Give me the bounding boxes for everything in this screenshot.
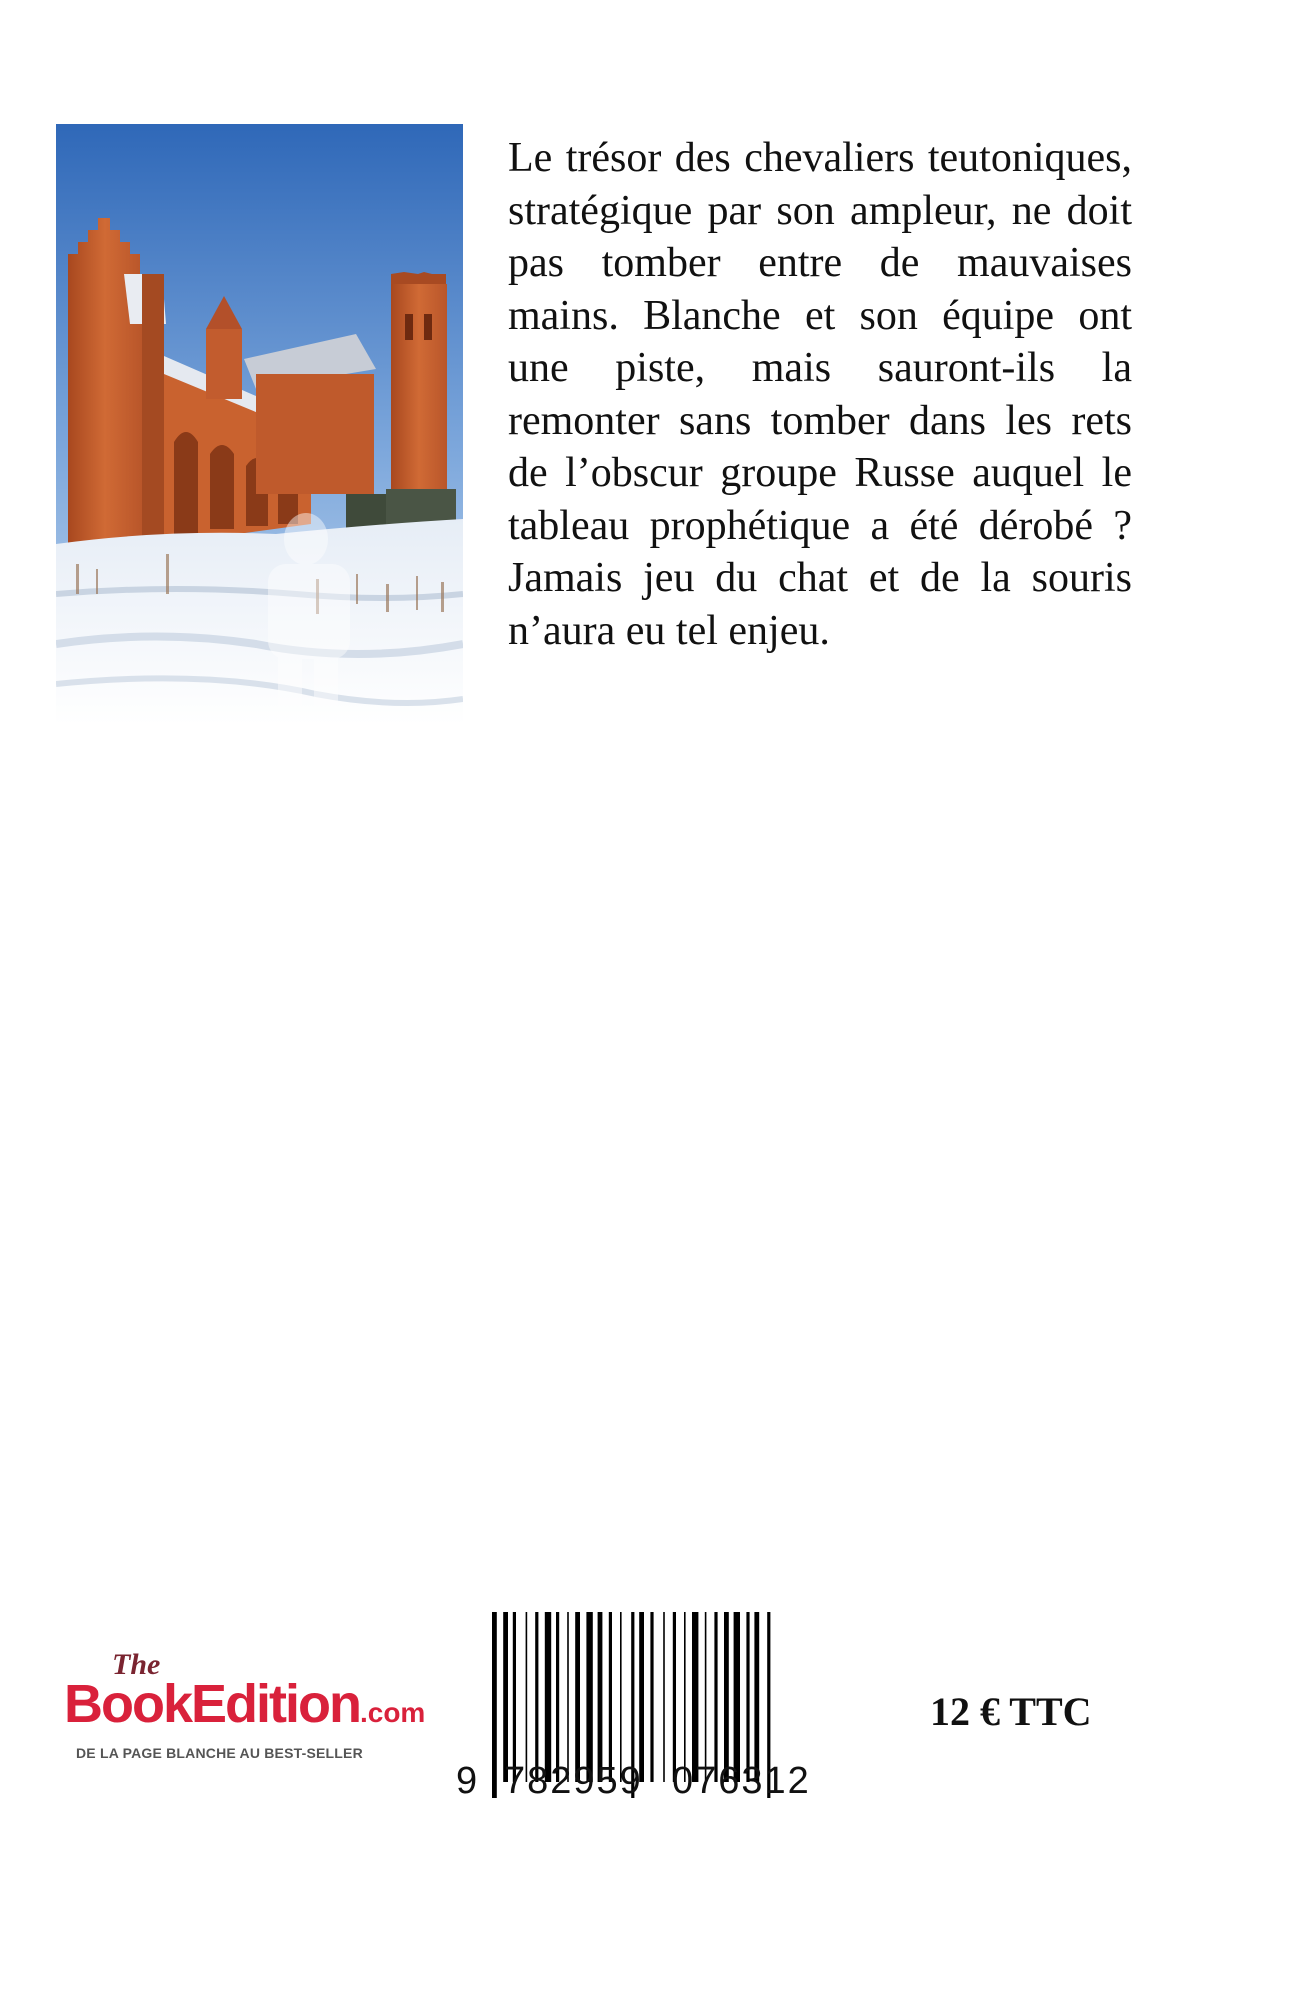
price-label: 12 € TTC	[930, 1689, 1092, 1734]
logo-wordmark	[64, 1672, 425, 1745]
barcode-bar	[663, 1612, 665, 1782]
barcode-bar	[535, 1612, 538, 1782]
barcode-bar	[746, 1612, 749, 1782]
barcode-bar	[545, 1612, 551, 1782]
book-summary: Le trésor des chevaliers teutoniques, stratégique par son ampleur, ne doit pas tomber entre de mauvaises mains. Blanche et son équipe ont une piste, mais sauront-ils la remonter sans tomber dans les rets de l’obscur groupe Russe auquel le tableau prophétique a été dérobé ? Jamais jeu du chat et de la souris n’aura eu tel enjeu.	[508, 135, 1132, 654]
logo-tagline: DE LA PAGE BLANCHE AU BEST-SELLER	[76, 1745, 363, 1761]
isbn-barcode	[452, 1612, 852, 1822]
barcode-bar	[598, 1612, 603, 1782]
barcode-bar	[620, 1612, 622, 1782]
logo-the: The	[112, 1648, 161, 1681]
logo-name: BookEdition	[64, 1674, 360, 1734]
castle-winter-image	[56, 124, 463, 725]
barcode-bar	[639, 1612, 644, 1782]
barcode-bar	[526, 1612, 528, 1782]
logo-domain: .com	[359, 1697, 426, 1728]
barcode-digits	[452, 1760, 852, 1810]
barcode-bar	[734, 1612, 740, 1782]
barcode-bar	[503, 1612, 508, 1782]
barcode-first-digit: 9	[456, 1760, 478, 1802]
barcode-right-group: 076312	[672, 1760, 811, 1802]
publisher-logo	[64, 1650, 424, 1780]
barcode-left-group: 782959	[504, 1760, 643, 1802]
barcode-bar	[567, 1612, 569, 1782]
barcode-bar	[513, 1612, 516, 1782]
barcode-bar	[556, 1612, 559, 1782]
barcode-bar	[705, 1612, 707, 1782]
barcode-bar	[724, 1612, 729, 1782]
barcode-bar	[609, 1612, 612, 1782]
barcode-bar	[575, 1612, 580, 1782]
barcode-bar	[754, 1612, 759, 1782]
barcode-bar	[650, 1612, 653, 1782]
barcode-bar	[714, 1612, 717, 1782]
barcode-bar	[692, 1612, 698, 1782]
barcode-bar	[586, 1612, 592, 1782]
barcode-bar	[684, 1612, 686, 1782]
barcode-bar	[673, 1612, 676, 1782]
